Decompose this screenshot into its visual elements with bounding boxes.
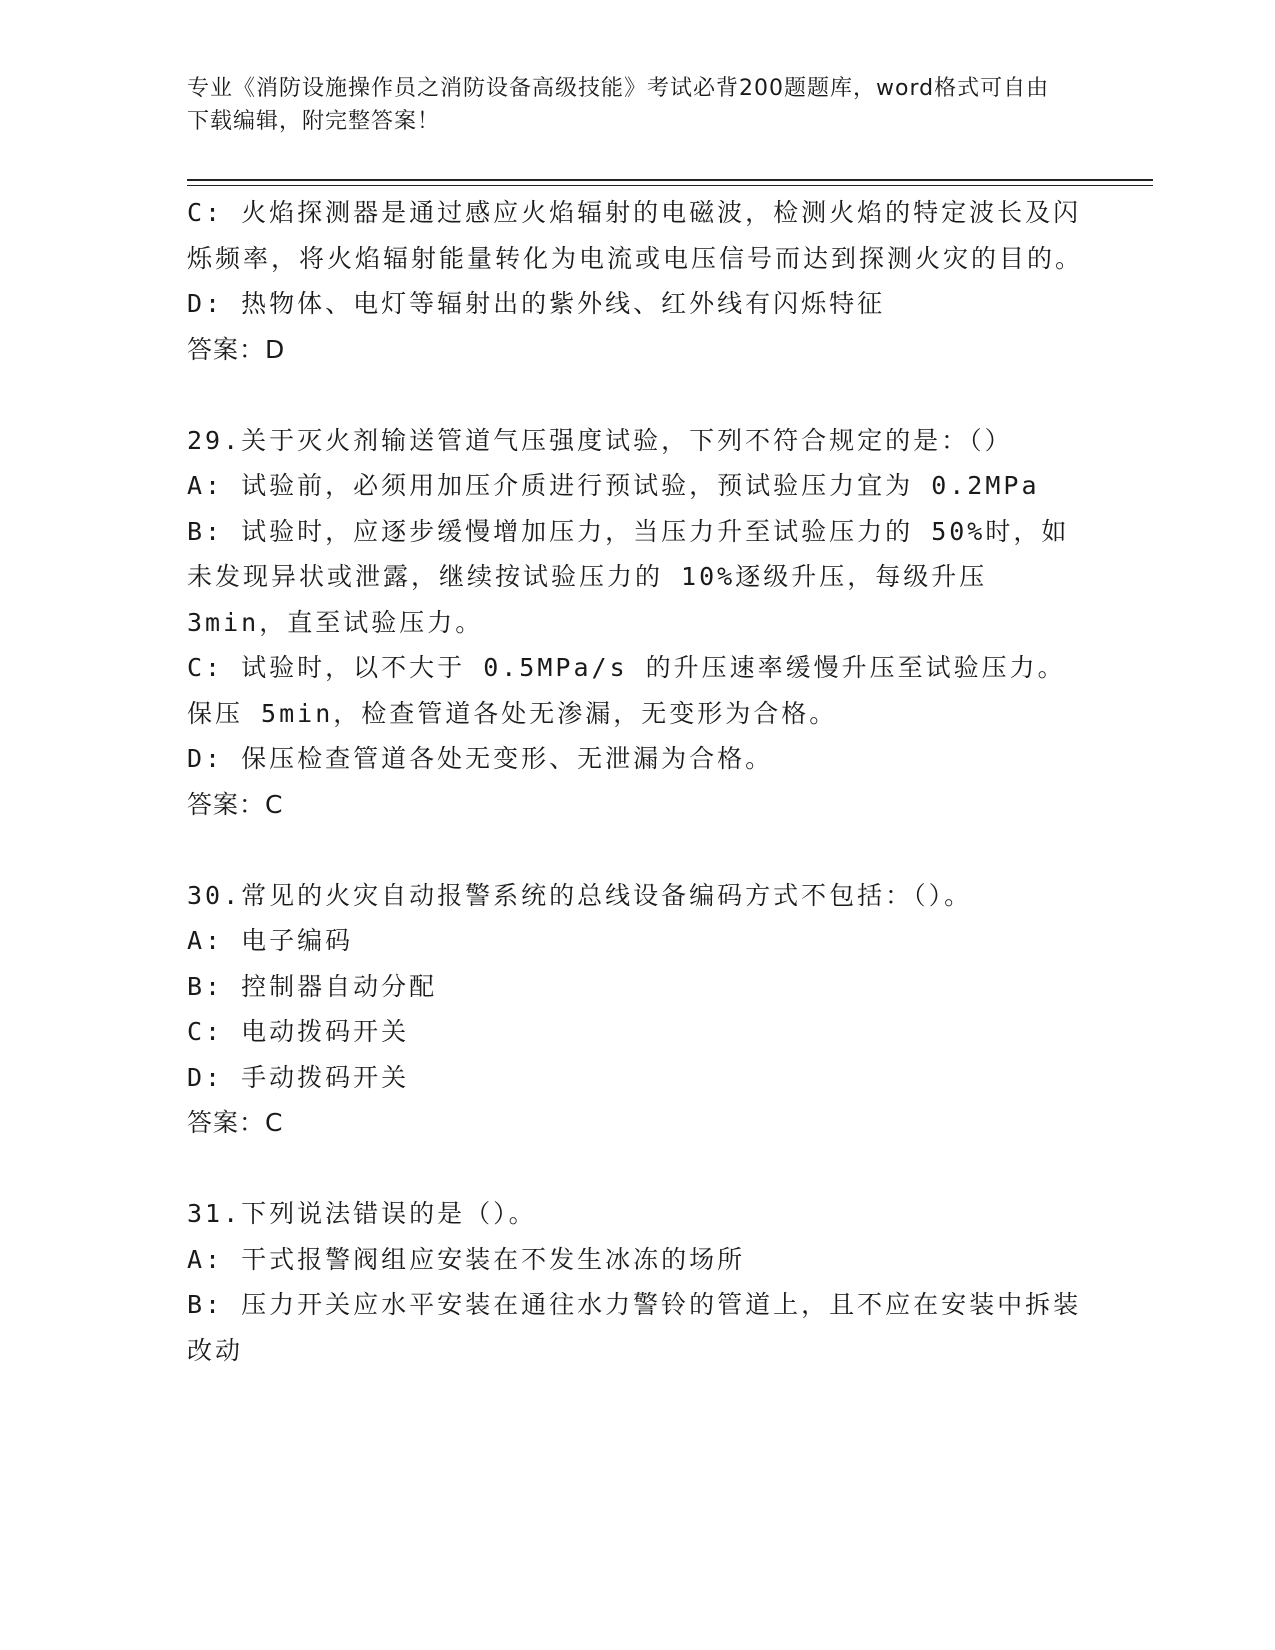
q29-option-b: B: 试验时，应逐步缓慢增加压力，当压力升至试验压力的 50%时，如未发现异状或泄露，继续按试验压力的 10%逐级升压，每级升压 3min，直至试验压力。 [187,516,1070,637]
prev-option-c: C: 火焰探测器是通过感应火焰辐射的电磁波，检测火焰的特定波长及闪烁频率，将火焰辐射能量转化为电流或电压信号而达到探测火灾的目的。 [187,198,1084,273]
question-content [187,190,1087,1373]
q31-question: 31.下列说法错误的是（）。 [187,1199,537,1228]
header-divider [187,179,1153,181]
q29-question: 29.关于灭火剂输送管道气压强度试验，下列不符合规定的是：（） [187,425,1013,455]
q31-option-b: B: 压力开关应水平安装在通往水力警铃的管道上，且不应在安装中拆装改动 [187,1290,1082,1365]
q30-question: 30.常见的火灾自动报警系统的总线设备编码方式不包括：（）。 [187,880,973,910]
q30-answer: 答案：C [187,1108,284,1137]
q30-option-c: C: 电动拨码开关 [187,1017,410,1046]
q29-option-d: D: 保压检查管道各处无变形、无泄漏为合格。 [187,744,774,773]
q30-option-d: D: 手动拨码开关 [187,1062,410,1092]
spacer [187,827,1087,873]
q30-option-a: A: 电子编码 [187,926,354,955]
spacer [187,1146,1087,1192]
header-divider-thin [187,185,1153,186]
q30-option-b: B: 控制器自动分配 [187,971,438,1001]
document-header: 专业《消防设施操作员之消防设备高级技能》考试必背200题题库，word格式可自由下载编辑，附完整答案！ [187,76,1050,134]
q29-answer: 答案：C [187,789,284,819]
prev-answer: 答案：D [187,334,286,364]
q31-option-a: A: 干式报警阀组应安装在不发生冰冻的场所 [187,1244,746,1274]
q29-option-c: C: 试验时，以不大于 0.5MPa/s 的升压速率缓慢升压至试验压力。保压 5min，检查管道各处无渗漏，无变形为合格。 [187,653,1066,728]
q29-option-a: A: 试验前，必须用加压介质进行预试验，预试验压力宜为 0.2MPa [187,471,1040,500]
spacer [187,372,1087,418]
prev-option-d: D: 热物体、电灯等辐射出的紫外线、红外线有闪烁特征 [187,289,886,318]
